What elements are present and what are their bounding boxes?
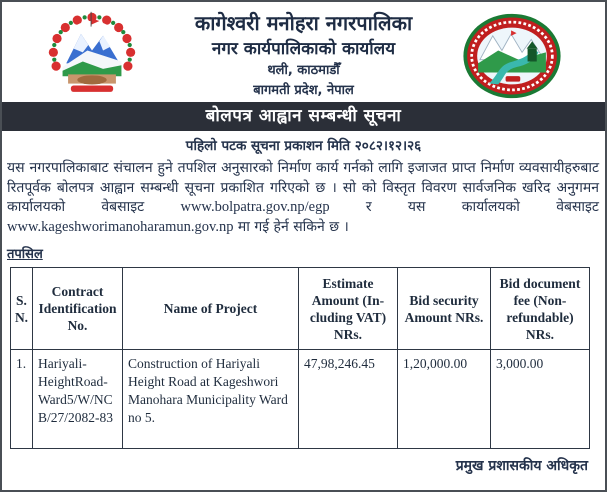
- col-header-estimate-amount: Estimate Amount (In-cluding VAT) NRs.: [299, 268, 398, 350]
- office-name: नगर कार्यपालिकाको कार्यालय: [211, 39, 396, 59]
- col-header-project-name: Name of Project: [123, 268, 299, 350]
- municipality-seal-logo: [461, 12, 563, 100]
- notice-title-banner: बोलपत्र आह्वान सम्बन्धी सूचना: [2, 102, 605, 131]
- address-line: थली, काठमाडौँ: [267, 63, 340, 78]
- cell-sn: 1.: [11, 350, 33, 449]
- col-header-bid-security: Bid security Amount NRs.: [398, 268, 491, 350]
- document-header: [2, 2, 605, 102]
- municipality-name: कागेश्वरी मनोहरा नगरपालिका: [194, 11, 413, 35]
- table-header-row: [11, 268, 590, 350]
- cell-bid-security: 1,20,000.00: [398, 350, 491, 449]
- notice-body-text-2: र यस कार्यालयको वेबसाइट: [329, 199, 599, 215]
- notice-body-text-1: यस नगरपालिकाबाट संचालन हुने तपशिल अनुसारको निर्माण कार्य गर्नको लागि इजाजत प्राप्त निर्माण व्यवसायीहरुबाट रितपूर्वक बोलपत्र आह्वान सम्बन्धी सूचना प्रकाशित गरिएको छ । सो को विस्तृत विवरण सार्वजनिक खरिद अनुगमन कार्यालयको वेबसाइट: [7, 160, 599, 215]
- publication-date-line: पहिलो पटक सूचना प्रकाशन मिति २०८२।१२।२६: [185, 138, 422, 154]
- cell-project-name: Construction of Hariyali Height Road at Kageshwori Manohara Municipality Ward no 5.: [123, 350, 299, 449]
- cell-estimate-amount: 47,98,246.45: [299, 350, 398, 449]
- notice-body-paragraph: [7, 159, 599, 237]
- col-header-sn: S. N.: [11, 268, 33, 350]
- notice-body-text-3: मा गई हेर्न सकिने छ ।: [233, 218, 349, 235]
- province-line: बागमती प्रदेश, नेपाल: [253, 83, 354, 98]
- nepal-government-emblem-logo: [46, 10, 138, 102]
- table-row: [11, 350, 590, 449]
- schedule-label: तपसिल: [7, 247, 43, 262]
- website-url-bolpatra: www.bolpatra.gov.np/egp: [180, 199, 330, 215]
- cell-contract-id: Hariyali-HeightRoad-Ward5/W/NCB/27/2082-83: [33, 350, 123, 449]
- signature-title: प्रमुख प्रशासकीय अधिकृत: [455, 458, 588, 474]
- col-header-contract-id: Contract Identification No.: [33, 268, 123, 350]
- col-header-bid-document-fee: Bid document fee (Non-refundable) NRs.: [491, 268, 590, 350]
- bid-details-table: [10, 267, 590, 449]
- website-url-municipality: www.kageshworimanoharamun.gov.np: [7, 218, 234, 235]
- cell-bid-document-fee: 3,000.00: [491, 350, 590, 449]
